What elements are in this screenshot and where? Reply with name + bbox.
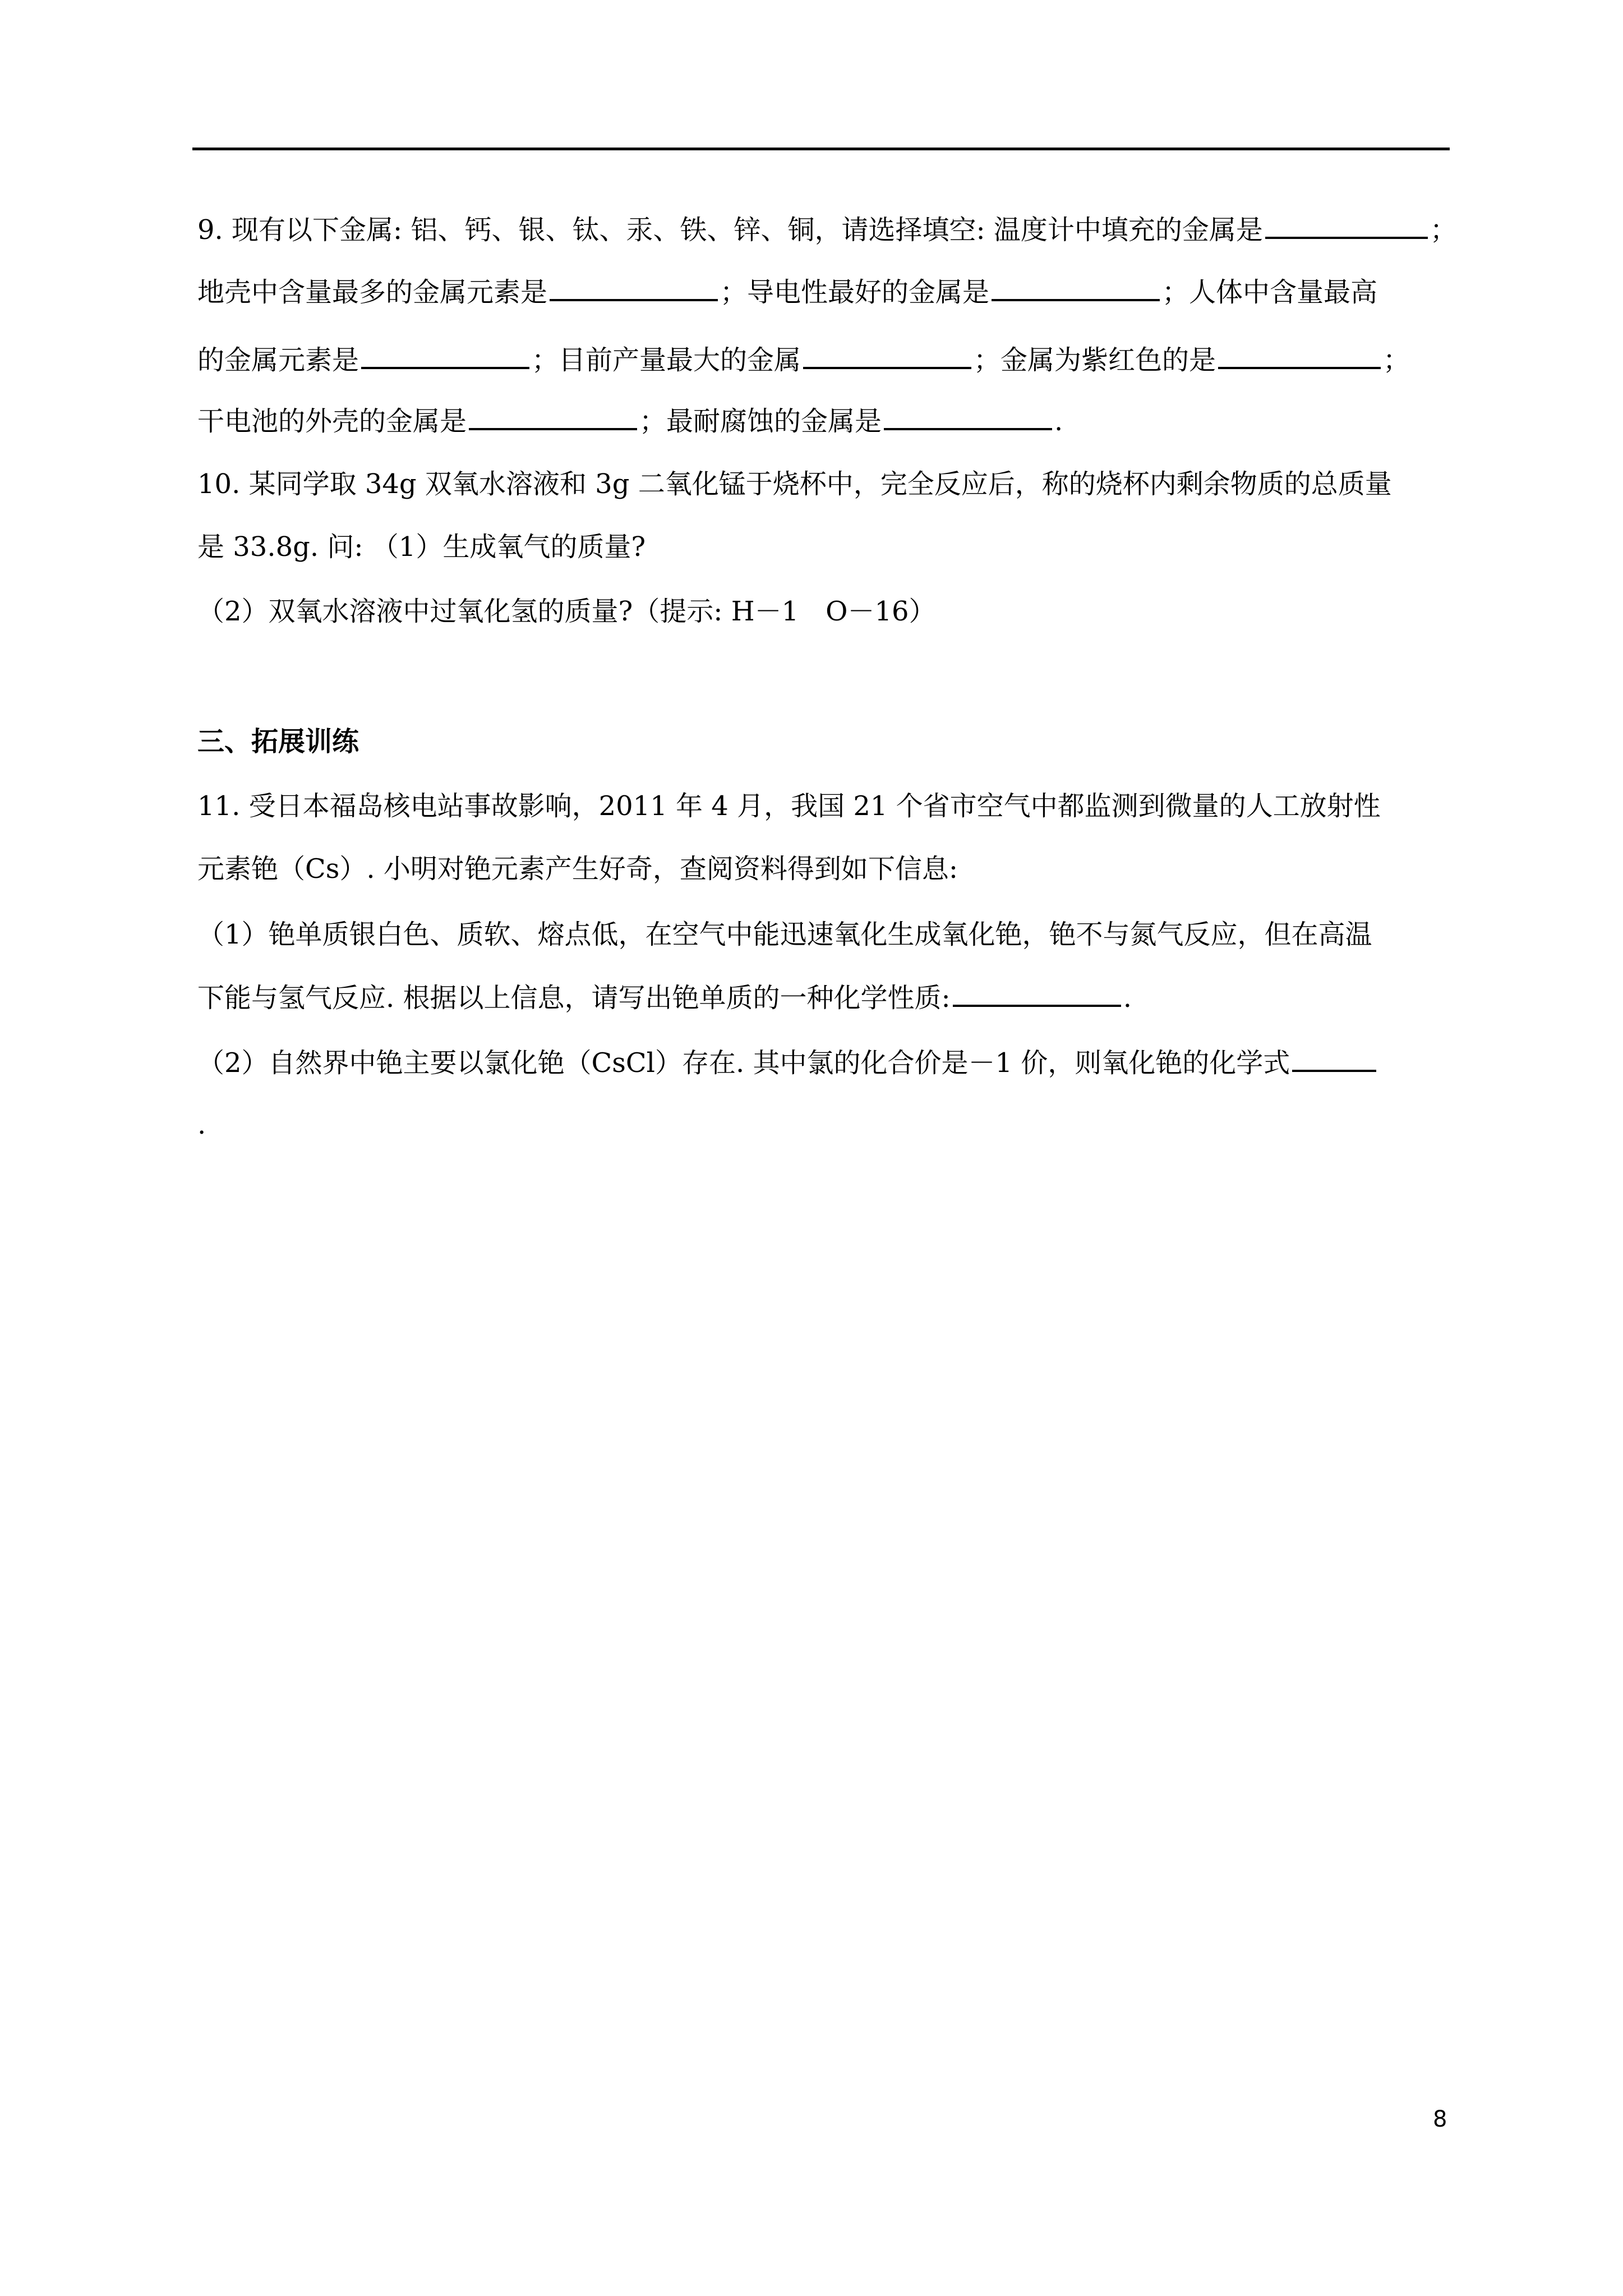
q9-punct: ； — [1383, 344, 1410, 376]
q9-punct: ； — [1430, 214, 1457, 246]
q11-line-3: （1）铯单质银白色、质软、熔点低，在空气中能迅速氧化生成氧化铯，铯不与氮气反应，但在高温 — [197, 919, 1372, 950]
q9-text: ；金属为紫红色的是 — [974, 344, 1216, 376]
answer-blank-chemical-property[interactable] — [953, 980, 1121, 1007]
q9-text: ；目前产量最大的金属 — [532, 344, 801, 376]
q11-punct: . — [1123, 982, 1132, 1014]
answer-blank-chemical-formula[interactable] — [1292, 1045, 1376, 1072]
q11-line-4 — [197, 980, 1132, 1015]
q9-text: 9. 现有以下金属: 铝、钙、银、钛、汞、铁、锌、铜，请选择填空: 温度计中填充的金属是 — [197, 214, 1263, 246]
q11-text: （2）自然界中铯主要以氯化铯（CsCl）存在. 其中氯的化合价是－1 价，则氧化铯的化学式 — [197, 1047, 1290, 1079]
q11-line-5 — [197, 1045, 1378, 1080]
q9-text: 干电池的外壳的金属是 — [197, 406, 467, 437]
q11-text: 下能与氢气反应. 根据以上信息，请写出铯单质的一种化学性质: — [197, 982, 951, 1014]
q9-text: 的金属元素是 — [197, 344, 359, 376]
page-number: 8 — [1433, 2106, 1447, 2132]
q9-line-1 — [197, 212, 1457, 247]
q9-line-4 — [197, 403, 1063, 438]
answer-blank-corrosion-resistant-metal[interactable] — [884, 403, 1052, 430]
section-heading: 三、拓展训练 — [197, 726, 359, 757]
q10-line-1: 10. 某同学取 34g 双氧水溶液和 3g 二氧化锰于烧杯中，完全反应后，称的烧杯内剩余物质的总质量 — [197, 468, 1392, 500]
q9-punct: . — [1054, 406, 1063, 437]
answer-blank-body-metal[interactable] — [361, 342, 529, 369]
q11-line-1: 11. 受日本福岛核电站事故影响，2011 年 4 月，我国 21 个省市空气中都监测到微量的人工放射性 — [197, 790, 1381, 822]
q9-text: ；最耐腐蚀的金属是 — [639, 406, 882, 437]
q9-line-3 — [197, 342, 1410, 377]
q9-text: ；导电性最好的金属是 — [720, 277, 990, 308]
answer-blank-conductive-metal[interactable] — [992, 274, 1160, 301]
q10-line-3: （2）双氧水溶液中过氧化氢的质量?（提示: H－1 O－16） — [197, 596, 936, 627]
q9-line-2 — [197, 274, 1377, 309]
q11-line-6: . — [197, 1109, 206, 1140]
answer-blank-thermometer[interactable] — [1265, 212, 1428, 239]
q11-line-2: 元素铯（Cs）. 小明对铯元素产生好奇，查阅资料得到如下信息: — [197, 853, 958, 885]
answer-blank-purple-red-metal[interactable] — [1218, 342, 1381, 369]
answer-blank-output-metal[interactable] — [803, 342, 971, 369]
q9-text: 地壳中含量最多的金属元素是 — [197, 277, 548, 308]
answer-blank-crust-metal[interactable] — [550, 274, 718, 301]
q9-text: ；人体中含量最高 — [1162, 277, 1378, 308]
q10-line-2: 是 33.8g. 问: （1）生成氧气的质量? — [197, 531, 646, 563]
answer-blank-battery-shell-metal[interactable] — [469, 403, 637, 430]
header-rule — [192, 148, 1450, 150]
